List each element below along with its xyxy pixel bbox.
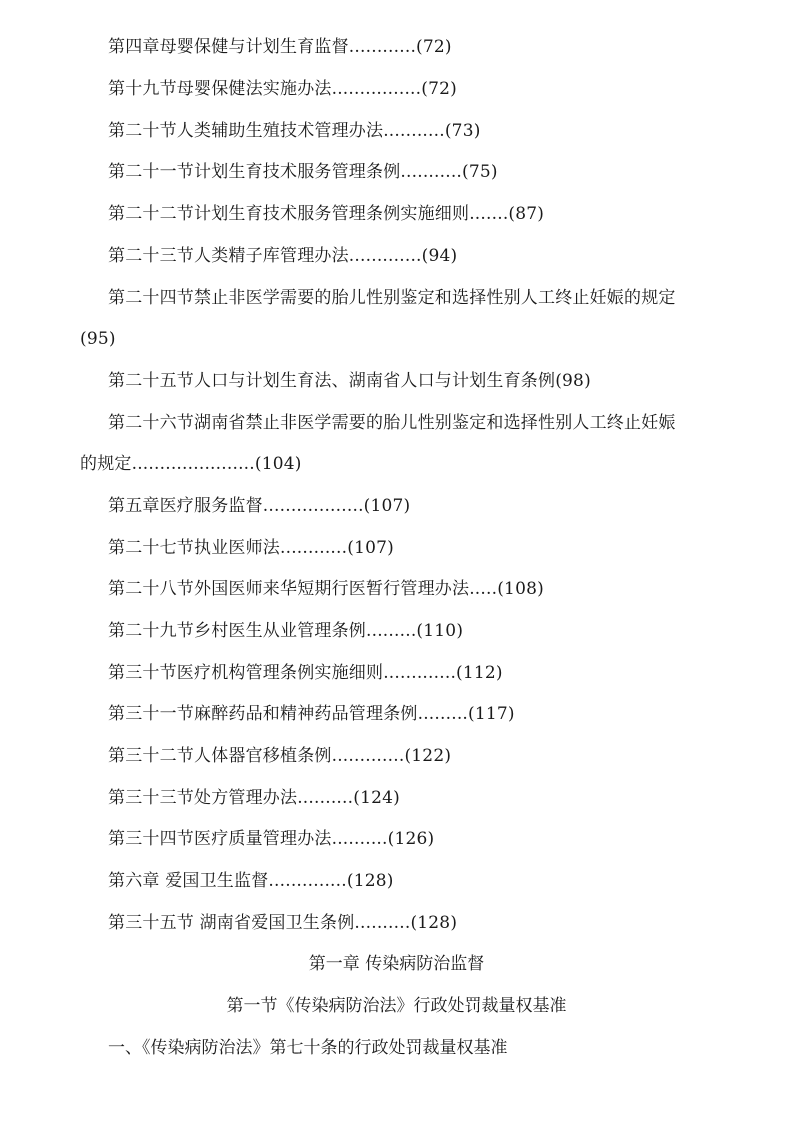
toc-entry[interactable]: 第三十二节人体器官移植条例.............(122) xyxy=(108,746,452,766)
toc-entry[interactable]: 第二十一节计划生育技术服务管理条例...........(75) xyxy=(108,162,498,182)
toc-entry[interactable]: 第四章母婴保健与计划生育监督............(72) xyxy=(108,37,452,57)
toc-entry[interactable]: 第二十五节人口与计划生育法、湖南省人口与计划生育条例(98) xyxy=(108,371,591,391)
chapter-title: 第一章 传染病防治监督 xyxy=(308,954,485,974)
toc-entry[interactable]: 第二十节人类辅助生殖技术管理办法...........(73) xyxy=(108,121,481,141)
toc-entry-continuation[interactable]: 的规定......................(104) xyxy=(80,454,302,474)
section-title: 第一节《传染病防治法》行政处罚裁量权基准 xyxy=(226,996,567,1016)
toc-entry[interactable]: 第三十四节医疗质量管理办法..........(126) xyxy=(108,829,435,849)
toc-entry[interactable]: 第二十八节外国医师来华短期行医暂行管理办法.....(108) xyxy=(108,579,544,599)
toc-entry[interactable]: 第二十二节计划生育技术服务管理条例实施细则.......(87) xyxy=(108,204,545,224)
toc-entry[interactable]: 第三十五节 湖南省爱国卫生条例..........(128) xyxy=(108,913,458,933)
toc-entry[interactable]: 第六章 爱国卫生监督..............(128) xyxy=(108,871,394,891)
toc-entry[interactable]: 第三十节医疗机构管理条例实施细则.............(112) xyxy=(108,663,503,683)
toc-entry[interactable]: 第二十三节人类精子库管理办法.............(94) xyxy=(108,246,458,266)
toc-entry[interactable]: 第二十四节禁止非医学需要的胎儿性别鉴定和选择性别人工终止妊娠的规定 xyxy=(108,288,676,308)
toc-entry[interactable]: 第三十三节处方管理办法..........(124) xyxy=(108,788,400,808)
toc-entry[interactable]: 第五章医疗服务监督..................(107) xyxy=(108,496,411,516)
toc-entry[interactable]: 第十九节母婴保健法实施办法................(72) xyxy=(108,79,457,99)
toc-entry[interactable]: 第二十九节乡村医生从业管理条例.........(110) xyxy=(108,621,464,641)
toc-entry-continuation[interactable]: (95) xyxy=(80,329,116,349)
item-title: 一、《传染病防治法》第七十条的行政处罚裁量权基准 xyxy=(108,1038,508,1058)
toc-entry[interactable]: 第二十六节湖南省禁止非医学需要的胎儿性别鉴定和选择性别人工终止妊娠 xyxy=(108,413,676,433)
toc-entry[interactable]: 第二十七节执业医师法............(107) xyxy=(108,538,394,558)
toc-entry[interactable]: 第三十一节麻醉药品和精神药品管理条例.........(117) xyxy=(108,704,515,724)
